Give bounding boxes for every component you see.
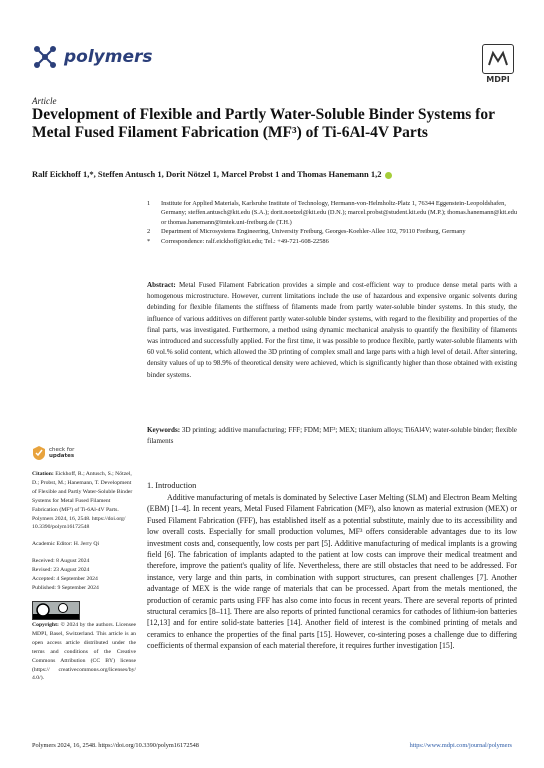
article-title: Development of Flexible and Partly Water-Soluble Binder Systems for Metal Fused Filament Fabrication (MF³) of Ti-6Al-4V Parts [32, 106, 495, 141]
academic-editor: Academic Editor: H. Jerry Qi [32, 541, 100, 548]
polymers-logo-icon [32, 44, 58, 70]
keywords-label: Keywords: [147, 426, 181, 434]
footer-journal-link[interactable]: https://www.mdpi.com/journal/polymers [409, 742, 512, 749]
received-date: Received: 8 August 2024 [32, 558, 90, 565]
keywords [147, 425, 517, 447]
author-list [32, 169, 502, 179]
affiliation-item: 1 Institute for Applied Materials, Karlsruhe Institute of Technology, Hermann-von-Helmholtz-Platz 1, 76344 Eggenstein-Leopoldshafen, Germany; steffen.antusch@kit.edu (S.A.); dorit.noetzel@kit.edu (D.N.); marcel.probst@student.kit.edu (M.P.); thomas.hanemann@kit.edu or thomas.hanemann@imtek.uni-freiburg.de (T.H.) [147, 200, 518, 226]
mdpi-logo-icon [482, 44, 514, 74]
citation: Citation: Eickhoff, R.; Antusch, S.; Nötzel, D.; Probst, M.; Hanemann, T. Development of Flexible and Partly Water-Soluble Binder Systems for Metal Fused Filament Fabrication (MF³) of Ti-6Al-4V Parts. Polymers 2024, 16, 2548. https://doi.org/ 10.3390/polym16172548 [32, 471, 133, 531]
abstract [147, 280, 517, 381]
affiliation-item: 2 Department of Microsystems Engineering, University Freiburg, Georges-Koehler-Allee 102, 79110 Freiburg, Germany [147, 228, 466, 236]
journal-name: polymers [64, 47, 153, 67]
revised-date: Revised: 23 August 2024 [32, 567, 90, 574]
publisher-name: MDPI [486, 75, 510, 84]
keywords-text: 3D printing; additive manufacturing; FFF; FDM; MF³; MEX; titanium alloys; Ti6Al4V; water-soluble binder; flexible filaments [147, 426, 517, 446]
affiliations [147, 199, 517, 246]
check-for-updates-button[interactable] [32, 445, 74, 461]
published-date: Published: 9 September 2024 [32, 584, 99, 591]
footer-citation[interactable]: Polymers 2024, 16, 2548. https://doi.org/10.3390/polym16172548 [32, 742, 199, 749]
article-type: Article [32, 96, 57, 106]
accepted-date: Accepted: 4 September 2024 [32, 576, 98, 583]
publisher-logo [482, 44, 514, 84]
journal-logo [32, 44, 153, 70]
abstract-text: Metal Fused Filament Fabrication provides a simple and cost-efficient way to produce dense metal parts with a homogenous microstructure. However, current limitations include the use of hazardous and expensive organic solvents during debinding for flexible filaments the stiffness of filaments made from partly water-soluble binder systems. In this study, the influence of various additives on different partly water-soluble binder systems, with regard to the flexibility and properties of the final parts, was investigated. Furthermore, a method using dynamic mechanical analysis to quantify the flexibility of filaments was introduced and successfully applied. For the first time, it was possible to produce flexible, partly water-soluble filaments with 60 vol.% solid content, which allowed the 3D printing of complex small and large parts with a high level of detail. After sintering, density values of up to 98.9% of theoretical density were achieved, which is significantly higher than those obtained with existing binder systems. [147, 281, 518, 379]
copyright-notice: Copyright: © 2024 by the authors. Licensee MDPI, Basel, Switzerland. This article is an open access article distributed under the terms and conditions of the Creative Commons Attribution (CC BY) license (https:// creativecommons.org/licenses/by/ 4.0/). [32, 622, 137, 682]
check-updates-icon [32, 445, 46, 461]
correspondence: * Correspondence: ralf.eickhoff@kit.edu; Tel.: +49-721-608-22586 [147, 237, 329, 245]
section-title: 1. Introduction [147, 481, 197, 490]
section-body: Additive manufacturing of metals is dominated by Selective Laser Melting (SLM) and Electron Beam Melting (EBM) [1–4]. In recent years, Metal Fused Filament Fabrication (MF³), also known as material extrusion (MEX) or Fused Filament Fabrication (FFF), has established itself as a potential substitute, mainly due to its accessibility and low overall costs. Especially for small production volumes, MF³ offers considerable advantages due to its low investment costs and, consequently, low costs per part [5]. Additive manufacturing of medical implants is a growing field [6]. The fabrication of implants adapted to the patient at low costs can improve their medical treatment and therefore, improve the patient's quality of life. Nevertheless, there are still obstacles that need to be addressed. For instance, very large and thin parts, in combination with support structures, can present challenges [7]. Another advantage of MEX is the wide range of materials that can be processed. Apart from the metals mentioned, the production of ceramic parts using FFF has also come into focus in recent years. There are several reports of printed structural ceramics [8–11]. There are also reports of printed functional ceramics for cathodes of lithium-ion batteries [12,13] and for entire solid-state batteries [14]. Another field of interest is the combined printing of metals and ceramics to enhance the properties of the final parts [15]. However, co-sintering poses a challenge due to differing coefficients of thermal expansion of each material therefore, it requires further investigation [15]. [147, 493, 517, 651]
authors-text: Ralf Eickhoff 1,*, Steffen Antusch 1, Dorit Nötzel 1, Marcel Probst 1 and Thomas Hanemann 1,2 [32, 169, 382, 179]
orcid-icon[interactable] [385, 172, 392, 179]
check-updates-label: check for updates [49, 447, 75, 459]
abstract-label: Abstract: [147, 281, 176, 289]
article-sidebar [32, 470, 137, 593]
cc-by-license-icon[interactable] [32, 601, 80, 620]
